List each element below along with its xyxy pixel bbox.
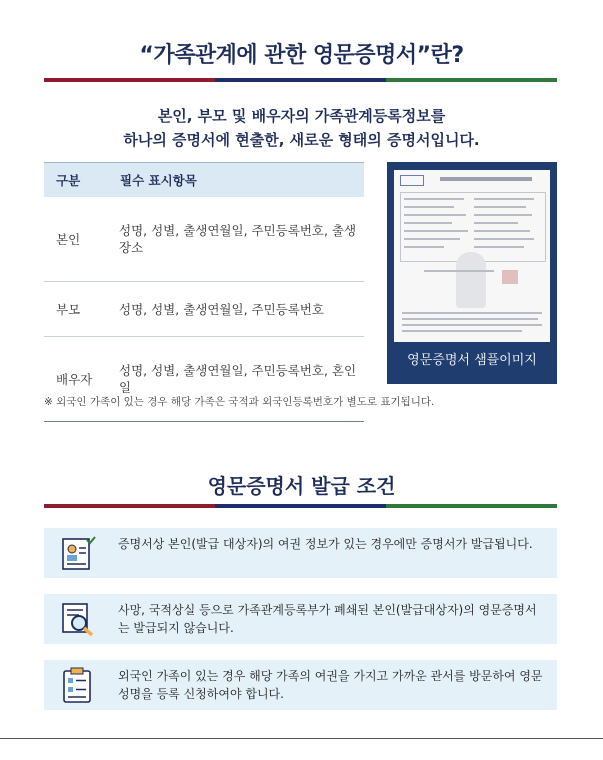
table-row xyxy=(44,197,364,282)
row-type: 부모 xyxy=(44,282,119,337)
condition-text: 사망, 국적상실 등으로 가족관계등록부가 폐쇄된 본인(발급대상자)의 영문증명서는 발급되지 않습니다. xyxy=(118,603,537,635)
sample-certificate-panel xyxy=(387,162,557,384)
table-header-items: 필수 표시항목 xyxy=(119,163,364,198)
section-title: 영문증명서 발급 조건 xyxy=(207,474,396,498)
intro-line-1: 본인, 부모 및 배우자의 가족관계등록정보를 xyxy=(157,107,446,125)
footnote: ※ 외국인 가족이 있는 경우 해당 가족은 국적과 외국인등록번호가 별도로 표기됩니다. xyxy=(44,396,435,408)
page-title: “가족관계에 관한 영문증명서”란? xyxy=(139,43,464,68)
intro-line-2: 하나의 증명서에 현출한, 새로운 형태의 증명서입니다. xyxy=(123,131,480,149)
table-header-category: 구분 xyxy=(44,163,119,198)
certificate-title-line xyxy=(440,177,532,181)
certificate-thumbnail xyxy=(394,170,550,342)
required-items-table xyxy=(44,162,364,422)
row-items: 성명, 성별, 출생연월일, 주민등록번호 xyxy=(119,282,364,337)
official-seal-icon xyxy=(502,270,518,284)
row-type: 본인 xyxy=(44,197,119,282)
court-logo-icon xyxy=(400,175,424,186)
sample-caption: 영문증명서 샘플이미지 xyxy=(407,353,537,368)
row-items: 성명, 성별, 출생연월일, 주민등록번호, 혼인일 xyxy=(119,337,364,422)
condition-item xyxy=(44,660,557,710)
id-card-icon xyxy=(59,534,97,572)
condition-text: 증명서상 본인(발급 대상자)의 여권 정보가 있는 경우에만 증명서가 발급됩니다. xyxy=(118,537,533,551)
document-search-icon xyxy=(59,600,97,638)
title-divider xyxy=(44,78,557,82)
bottom-rule xyxy=(0,738,603,739)
watermark-figure xyxy=(456,252,486,308)
row-items: 성명, 성별, 출생연월일, 주민등록번호, 출생장소 xyxy=(119,197,364,282)
row-type: 배우자 xyxy=(44,337,119,422)
section-divider xyxy=(44,504,557,508)
intro-text xyxy=(0,104,603,152)
condition-item xyxy=(44,528,557,578)
table-header-row xyxy=(44,163,364,198)
clipboard-checklist-icon xyxy=(59,666,97,704)
condition-text: 외국인 가족이 있는 경우 해당 가족의 여권을 가지고 가까운 관서를 방문하여 영문성명을 등록 신청하여야 합니다. xyxy=(118,669,543,701)
condition-item xyxy=(44,594,557,644)
table-row xyxy=(44,282,364,337)
